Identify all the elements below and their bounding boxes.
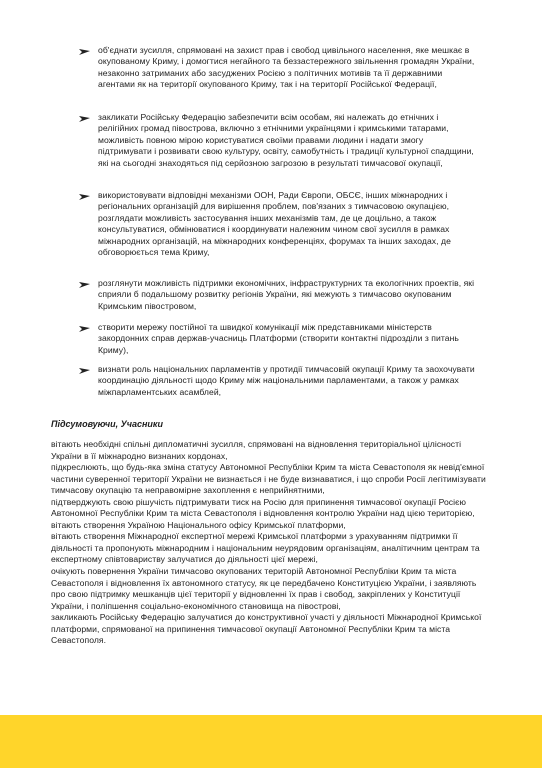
bullet-text: розглянути можливість підтримки економічних, інфраструктурних та екологічних проектів, які сприяли б подальшому розвитку регіонів України, які межують з тимчасово окупованим Кримським півостровом, — [98, 278, 475, 311]
brush-chevron-icon — [78, 366, 92, 376]
summary-paragraph: очікують повернення України тимчасово окупованих територій Автономної Республіки Крим та міста Севастополя і відновлення їх автономного статусу, як це передбачено Конституцією України, і заявляють про свою підтримку мешканців цієї території у відновленні їх прав і свобод, закріплених у Конституції України, і поліпшення соціально-економічного становища на півострові, — [51, 566, 477, 611]
brush-chevron-icon — [78, 114, 92, 124]
footer-accent-band — [0, 715, 542, 768]
summary-heading: Підсумовуючи, Учасники — [51, 419, 163, 429]
brush-chevron-icon — [78, 47, 92, 57]
bullet-text: визнати роль національних парламентів у протидії тимчасовій окупації Криму та заохочувати координацію діяльності щодо Криму між національними парламентами, а також у рамках міжпарламентських асамблей, — [98, 364, 475, 397]
summary-paragraph: вітають створення Міжнародної експертної мережі Кримської платформи з урахуванням підтримки її діяльності та пропонують міжнародним і національним неурядовим організаціям, аналітичним центрам та експертному співтовариству залучатися до діяльності цієї мережі, — [51, 531, 480, 565]
bullet-text: закликати Російську Федерацію забезпечити всім особам, які належать до етнічних і релігійних громад півострова, включно з етнічними українцями і кримськими татарами, можливість повною мірою користуватися своїми правами людини і надати змогу підтримувати і розвивати свою культуру, освіту, самобутність і традиції культурної спадщини, які на сьогодні знаходяться під серйозною загрозою в результаті тимчасової окупації, — [98, 112, 474, 168]
bullet-text: об'єднати зусилля, спрямовані на захист прав і свобод цивільного населення, яке мешкає в окупованому Криму, і домогтися негайного та беззастережного звільнення громадян України, незаконно затриманих або засуджених Росією з політичних мотивів та її державними агентами як на території окупованого Криму, так і на території Російської Федерації, — [98, 45, 475, 90]
summary-paragraph: закликають Російську Федерацію залучатися до конструктивної участі у діяльності Міжнародної Кримської платформи, спрямованої на припинення тимчасової окупації Автономної Республіки Крим та міста Севастополя. — [51, 612, 482, 646]
summary-body — [51, 439, 491, 647]
summary-paragraph: підтверджують свою рішучість підтримувати тиск на Росію для припинення тимчасової окупації Росією Автономної Республіки Крим та міста Севастополя і відновлення контролю України над цією територією, — [51, 496, 475, 519]
summary-paragraph: підкреслюють, що будь-яка зміна статусу Автономної Республіки Крим та міста Севастополя як невід'ємної частини суверенної території України не визнається і не буде визнаватися, і що спроби Росії легітимізувати тимчасову окупацію та неправомірне захоплення є неприйнятними, — [51, 462, 486, 496]
brush-chevron-icon — [78, 280, 92, 290]
brush-chevron-icon — [78, 192, 92, 202]
bullet-text: використовувати відповідні механізми ООН, Ради Європи, ОБСЄ, інших міжнародних і регіональних організацій для вирішення проблем, пов'язаних з тимчасовою окупацією, розглядати можливість застосування інших механізмів там, де це доцільно, а також консультуватися, обмінюватися і координувати належним чином свої зусилля в рамках міжнародних організацій, на міжнародних конференціях, форумах та інших заходах, де обговорюється тема Криму, — [98, 190, 451, 258]
summary-paragraph: вітають необхідні спільні дипломатичні зусилля, спрямовані на відновлення територіальної цілісності України в її міжнародно визнаних кордонах, — [51, 439, 462, 461]
bullet-text: створити мережу постійної та швидкої комунікації між представниками міністерств закордонних справ держав-учасниць Платформи (створити контактні підрозділи з питань Криму), — [98, 322, 459, 355]
summary-paragraph: вітають створення Україною Національного офісу Кримської платформи, — [51, 519, 346, 530]
brush-chevron-icon — [78, 324, 92, 334]
